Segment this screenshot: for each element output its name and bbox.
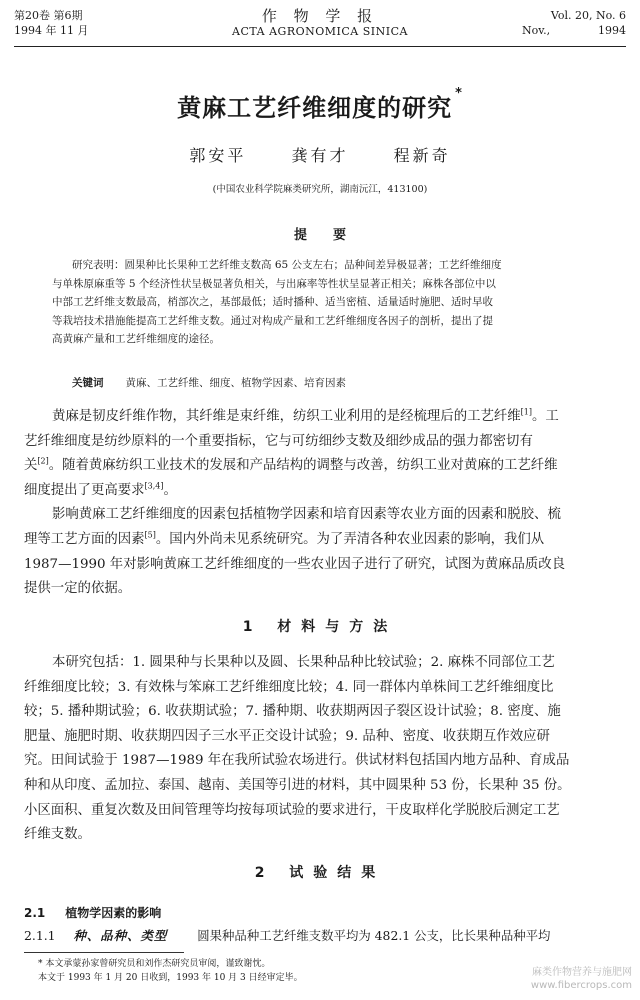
title-footnote-mark: * xyxy=(455,86,463,101)
running-header xyxy=(14,8,626,44)
paragraph-line xyxy=(24,430,618,455)
line-text: 影响黄麻工艺纤维细度的因素包括植物学因素和培育因素等农业方面的因素和脱胶、梳 xyxy=(52,507,561,523)
paragraph-line xyxy=(24,528,618,553)
footnote-rule xyxy=(24,952,184,953)
line-text: 。国内外尚未见系统研究。为了弄清各种农业因素的影响，我们从 xyxy=(155,531,545,547)
paragraph-line xyxy=(24,503,618,528)
line-text: 细度提出了更高要求 xyxy=(24,482,145,498)
paragraph-line xyxy=(24,405,618,430)
paragraph-line: 种和从印度、孟加拉、泰国、越南、美国等引进的材料，其中圆果种 53 份，长果种 35 份。 xyxy=(24,777,571,793)
citation: [2] xyxy=(37,456,49,466)
author-name: 龚有才 xyxy=(291,146,349,165)
site-watermark xyxy=(531,966,632,992)
abstract-line: 与单株原麻重等 5 个经济性状呈极显著负相关，与出麻率等性状呈显著正相关；麻株各部位中以 xyxy=(52,277,496,290)
citation: [3,4] xyxy=(144,481,164,491)
subsubsection-line xyxy=(24,926,550,944)
affiliation: (中国农业科学院麻类研究所，湖南沅江，413100) xyxy=(212,184,428,195)
keywords-text: 黄麻、工艺纤维、细度、植物学因素、培育因素 xyxy=(125,377,346,389)
abstract-heading: 提要 xyxy=(293,228,372,243)
methods-paragraph xyxy=(24,651,618,848)
line-text: 黄麻是韧皮纤维作物，其纤维是束纤维，纺织工业利用的是经梳理后的工艺纤维 xyxy=(52,409,521,424)
paragraph-line: 较；5. 播种期试验；6. 收获期试验；7. 播种期、收获期两因子裂区设计试验；8. 密度、施 xyxy=(24,704,561,720)
month-en: Nov., xyxy=(522,24,551,37)
paragraph-line xyxy=(24,479,618,504)
line-text: 理等工艺方面的因素 xyxy=(24,531,145,547)
keywords xyxy=(72,375,346,390)
paragraph-line: 圆果种品种工艺纤维支数平均为 482.1 公支，比长果种品种平均 xyxy=(197,928,551,943)
subsection-title: 植物学因素的影响 xyxy=(65,906,162,920)
paragraph-line: 纤维支数。 xyxy=(24,827,91,843)
line-text: 1987—1990 年对影响黄麻工艺纤维细度的一些农业因子进行了研究，试图为黄麻品质改良 xyxy=(24,556,566,572)
paragraph-line: 纤维细度比较；3. 有效株与笨麻工艺纤维细度比较；4. 同一群体内单株间工艺纤维细度比 xyxy=(24,679,554,695)
keywords-label: 关键词 xyxy=(72,377,104,389)
line-text: 关 xyxy=(24,458,38,474)
line-text: 。工 xyxy=(532,409,559,424)
year-en: 1994 xyxy=(598,24,626,37)
subsection-heading xyxy=(24,904,161,921)
citation: [5] xyxy=(144,530,156,540)
paragraph-line xyxy=(24,454,618,479)
journal-name-en: ACTA AGRONOMICA SINICA xyxy=(232,25,408,38)
footnotes xyxy=(38,957,303,985)
subsubsection-label: 种、品种、类型 xyxy=(73,928,168,943)
section-heading: 1 材料与方法 xyxy=(242,619,398,635)
watermark-line: www.fibercrops.com xyxy=(530,980,632,991)
subsection-number: 2.1 xyxy=(24,906,46,920)
paragraph-line: 究。田间试验于 1987—1989 年在我所试验农场进行。供试材料包括国内地方品种、育成品 xyxy=(24,753,570,769)
author-name: 程新奇 xyxy=(393,146,451,165)
header-volume-en xyxy=(522,8,626,38)
paragraph-line: 小区面积、重复次数及田间管理等均按每项试验的要求进行，干皮取样化学脱胶后测定工艺 xyxy=(24,802,560,818)
abstract-line: 中部工艺纤维支数最高，梢部次之，基部最低；适时播种、适当密植、适量适时施肥、适时早收 xyxy=(52,296,493,308)
watermark-line: 麻类作物营养与施肥网 xyxy=(532,967,632,978)
date-cn: 1994 年 11 月 xyxy=(14,24,89,37)
line-text: 。随着黄麻纺织工业技术的发展和产品结构的调整与改善，纺织工业对黄麻的工艺纤维 xyxy=(48,458,558,474)
line-text: 艺纤维细度是纺纱原料的一个重要指标，它与可纺细纱支数及细纱成品的强力都密切有 xyxy=(24,433,533,449)
volume-issue-cn: 第20卷 第6期 xyxy=(14,9,83,22)
line-text: 提供一定的依据。 xyxy=(24,581,132,597)
abstract-line: 等栽培技术措施能提高工艺纤维支数。通过对构成产量和工艺纤维细度各因子的剖析，提出了提 xyxy=(52,314,493,327)
citation: [1] xyxy=(520,407,533,417)
journal-name-cn: 作 物 学 报 xyxy=(261,7,379,25)
paper-title xyxy=(0,88,640,123)
subsubsection-number: 2.1.1 xyxy=(24,928,56,943)
introduction xyxy=(24,405,618,602)
line-text: 。 xyxy=(163,482,177,498)
paragraph-line xyxy=(24,577,618,602)
abstract xyxy=(52,256,592,349)
paragraph-line: 肥量、施肥时期、收获期四因子三水平正交设计试验；9. 品种、密度、收获期互作效应研 xyxy=(24,728,550,744)
abstract-line: 研究表明：圆果种比长果种工艺纤维支数高 65 公支左右；品种间差异极显著；工艺纤维细度 xyxy=(72,259,502,271)
volume-issue-en: Vol. 20, No. 6 xyxy=(550,9,626,22)
section-heading: 2 试验结果 xyxy=(254,865,386,881)
header-rule xyxy=(14,46,626,47)
paper-title-text: 黄麻工艺纤维细度的研究 xyxy=(177,94,453,122)
author-name: 郭安平 xyxy=(189,146,247,165)
footnote: * 本文承蒙孙家曾研究员和刘作杰研究员审阅，谨致谢忱。 xyxy=(38,959,271,969)
paragraph-line: 本研究包括：1. 圆果种与长果种以及圆、长果种品种比较试验；2. 麻株不同部位工艺 xyxy=(52,655,555,670)
author-list xyxy=(0,143,640,166)
abstract-line: 高黄麻产量和工艺纤维细度的途径。 xyxy=(52,333,220,345)
footnote: 本文于 1993 年 1 月 20 日收到，1993 年 10 月 3 日经审定毕。 xyxy=(38,973,303,983)
paragraph-line xyxy=(24,553,618,578)
